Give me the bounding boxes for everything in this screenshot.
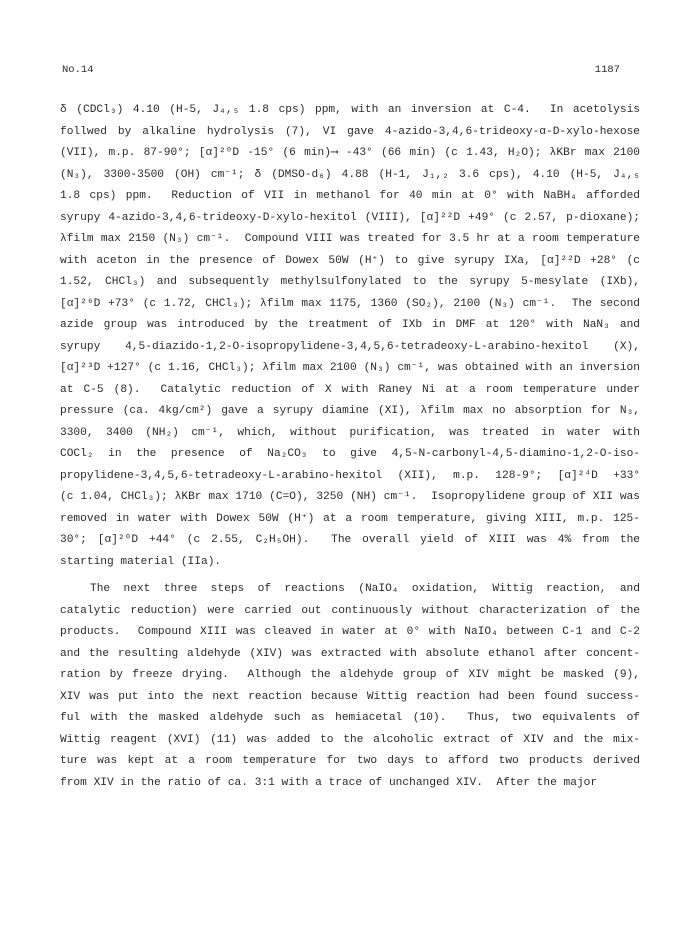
text-line: Wittig reagent (XVI) (11) was added to the alcoholic extract of XIV and the mix- bbox=[60, 733, 640, 746]
text-line: The next three steps of reactions (NaIO₄ oxidation, Wittig reaction, and bbox=[90, 583, 640, 595]
text-line: products. Compound XIII was cleaved in water at 0° with NaIO₄ between C-1 and C-2 bbox=[60, 626, 640, 638]
paragraph-reaction-steps bbox=[60, 579, 640, 794]
text-line: (N₃), 3300-3500 (OH) cm⁻¹; δ (DMSO-d₆) 4.88 (H-1, J₁,₂ 3.6 cps), 4.10 (H-5, J₄,₅ bbox=[60, 168, 640, 181]
text-line: 1.52, CHCl₃) and subsequently methylsulfonylated to the syrupy 5-mesylate (IXb), bbox=[60, 276, 640, 288]
text-line: follwed by alkaline hydrolysis (7), VI gave 4-azido-3,4,6-trideoxy-α-D-xylo-hexose bbox=[60, 125, 640, 138]
text-line: removed in water with Dowex 50W (H⁺) at a room temperature, giving XIII, m.p. 125- bbox=[60, 512, 640, 525]
text-line: propylidene-3,4,5,6-tetradeoxy-L-arabino-hexitol (XII), m.p. 128-9°; [α]²⁴D +33° bbox=[60, 469, 640, 482]
text-line: 1.8 cps) ppm. Reduction of VII in methanol for 40 min at 0° with NaBH₄ afforded bbox=[60, 190, 640, 202]
text-line: 30°; [α]²⁰D +44° (c 2.55, C₂H₅OH). The overall yield of XIII was 4% from the bbox=[60, 534, 640, 546]
text-line: δ (CDCl₃) 4.10 (H-5, J₄,₅ 1.8 cps) ppm, with an inversion at C-4. In acetolysis bbox=[60, 104, 640, 116]
text-line: 3300, 3400 (NH₂) cm⁻¹, which, without purification, was treated in water with bbox=[60, 426, 640, 439]
text-line: and the resulting aldehyde (XIV) was extracted with absolute ethanol after concent- bbox=[60, 647, 640, 660]
text-line: [α]²⁶D +73° (c 1.72, CHCl₃); λfilm max 1175, 1360 (SO₂), 2100 (N₃) cm⁻¹. The second bbox=[60, 297, 640, 310]
text-line: [α]²³D +127° (c 1.16, CHCl₃); λfilm max 2100 (N₃) cm⁻¹, was obtained with an inversion bbox=[60, 362, 640, 374]
text-line: COCl₂ in the presence of Na₂CO₃ to give 4,5-N-carbonyl-4,5-diamino-1,2-O-iso- bbox=[60, 448, 640, 460]
text-line: λfilm max 2150 (N₃) cm⁻¹. Compound VIII was treated for 3.5 hr at a room temperature bbox=[60, 233, 640, 245]
text-line: ration by freeze drying. Although the aldehyde group of XIV might be masked (9), bbox=[60, 669, 640, 681]
text-line: with aceton in the presence of Dowex 50W (H⁺) to give syrupy IXa, [α]²²D +28° (c bbox=[60, 254, 640, 267]
text-line: (c 1.04, CHCl₃); λKBr max 1710 (C=O), 3250 (NH) cm⁻¹. Isopropylidene group of XII was bbox=[60, 491, 640, 503]
paragraph-experimental bbox=[60, 100, 640, 573]
text-line: from XIV in the ratio of ca. 3:1 with a trace of unchanged XIV. After the major bbox=[60, 776, 598, 789]
text-line: XIV was put into the next reaction because Wittig reaction had been found success- bbox=[60, 690, 640, 703]
text-line: pressure (ca. 4kg/cm²) gave a syrupy diamine (XI), λfilm max no absorption for N₃, bbox=[60, 405, 640, 417]
text-line: azide group was introduced by the treatment of IXb in DMF at 120° with NaN₃ and bbox=[60, 319, 640, 331]
text-line: ful with the masked aldehyde such as hemiacetal (10). Thus, two equivalents of bbox=[60, 712, 640, 724]
text-line: starting material (IIa). bbox=[60, 555, 222, 568]
text-line: ture was kept at a room temperature for two days to afford two products derived bbox=[60, 755, 640, 767]
article-body bbox=[60, 100, 640, 794]
page-number: 1187 bbox=[594, 64, 620, 76]
journal-issue: No.14 bbox=[62, 64, 94, 76]
text-line: syrupy 4-azido-3,4,6-trideoxy-D-xylo-hexitol (VIII), [α]²²D +49° (c 2.57, p-dioxane); bbox=[60, 211, 640, 224]
text-line: (VII), m.p. 87-90°; [α]²⁰D -15° (6 min)⟶ -43° (66 min) (c 1.43, H₂O); λKBr max 2100 bbox=[60, 147, 640, 159]
text-line: syrupy 4,5-diazido-1,2-O-isopropylidene-3,4,5,6-tetradeoxy-L-arabino-hexitol (X), bbox=[60, 340, 640, 353]
text-line: at C-5 (8). Catalytic reduction of X with Raney Ni at a room temperature under bbox=[60, 383, 640, 396]
text-line: catalytic reduction) were carried out continuously without characterization of the bbox=[60, 604, 640, 617]
